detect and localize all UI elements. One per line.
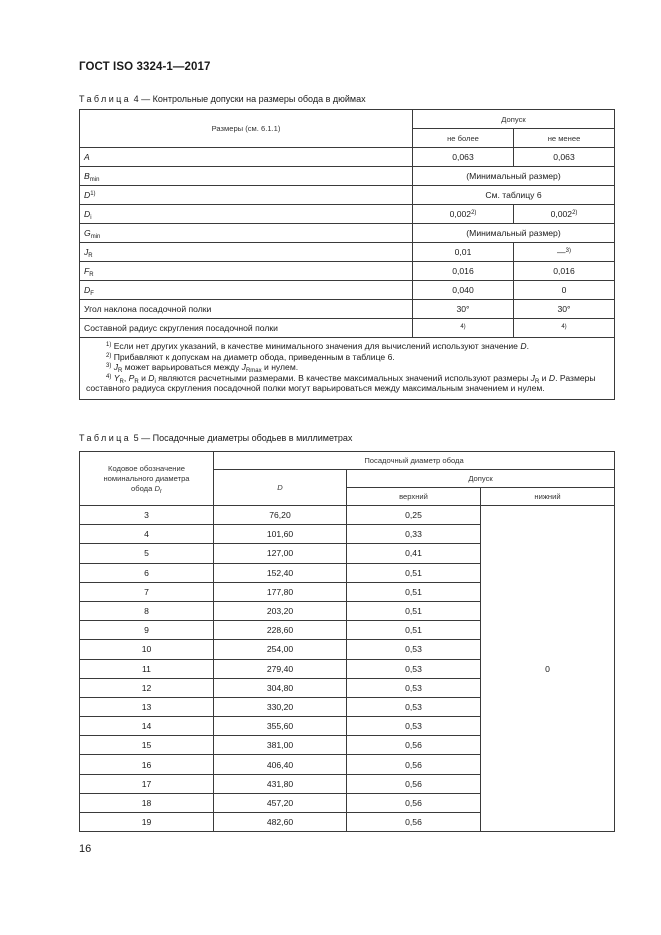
- table4-row-not-more: 0,016: [413, 262, 514, 281]
- table4-header-not-less: не менее: [514, 129, 615, 148]
- table5-row-upper: 0,41: [347, 544, 481, 563]
- table4-header-not-more: не более: [413, 129, 514, 148]
- table5-row-d: 101,60: [214, 525, 347, 544]
- table5-row-upper: 0,51: [347, 621, 481, 640]
- table5-header-d: D: [214, 470, 347, 506]
- table5-row-code: 13: [80, 697, 214, 716]
- table4-caption: [79, 94, 366, 104]
- table5-row-d: 76,20: [214, 506, 347, 525]
- table4-row-not-less: 0,002$^{2)}$: [514, 205, 615, 224]
- table5-row-upper: 0,56: [347, 755, 481, 774]
- table5-row-code: 6: [80, 563, 214, 582]
- table4-row-name: Составной радиус скругления посадочной полки: [80, 319, 413, 338]
- table-row: [80, 186, 615, 205]
- page-number: 16: [79, 843, 92, 855]
- table5-header-code: Кодовое обозначение номинального диаметра обода $D_r$: [80, 452, 214, 506]
- table4-row-not-less: 0,063: [514, 148, 615, 167]
- table4-row-not-less: 30°: [514, 300, 615, 319]
- table5-row-upper: 0,53: [347, 640, 481, 659]
- table5-row-upper: 0,53: [347, 717, 481, 736]
- table5-row-d: 304,80: [214, 678, 347, 697]
- table4-row-name: Угол наклона посадочной полки: [80, 300, 413, 319]
- table5-header-upper: верхний: [347, 488, 481, 506]
- table4-row-name: $G_{min}$: [80, 224, 413, 243]
- table4-caption-label: Таблица: [79, 94, 132, 104]
- table4-row-not-less: 0: [514, 281, 615, 300]
- table4-row-name: $D_F$: [80, 281, 413, 300]
- table4-row-span-value: (Минимальный размер): [413, 224, 615, 243]
- table5-row-upper: 0,56: [347, 793, 481, 812]
- table4-row-not-less: —$^{3)}$: [514, 243, 615, 262]
- table-row: [80, 243, 615, 262]
- table4-row-span-value: (Минимальный размер): [413, 167, 615, 186]
- table5-row-d: 279,40: [214, 659, 347, 678]
- table4-row-not-less: 4): [514, 319, 615, 338]
- table5-row-d: 203,20: [214, 601, 347, 620]
- table5-row-upper: 0,51: [347, 582, 481, 601]
- table-row: [80, 148, 615, 167]
- table5-row-d: 355,60: [214, 717, 347, 736]
- table5-row-code: 10: [80, 640, 214, 659]
- table5-caption: [79, 433, 352, 443]
- table5-caption-label: Таблица: [79, 433, 132, 443]
- table5-header-seat-diameter: Посадочный диаметр обода: [214, 452, 615, 470]
- table4-row-name: A: [80, 148, 413, 167]
- table5-header-tolerance: Допуск: [347, 470, 615, 488]
- table5-row-code: 18: [80, 793, 214, 812]
- table5-row-d: 330,20: [214, 697, 347, 716]
- table5-caption-title: — Посадочные диаметры ободьев в миллиметрах: [141, 433, 353, 443]
- table5-row-upper: 0,25: [347, 506, 481, 525]
- table4-row-not-less: 0,016: [514, 262, 615, 281]
- table4-note-1: $^{1)}$ Если нет других указаний, в качестве минимального значения для вычислений используют значение D.: [106, 341, 529, 351]
- table5-row-d: 254,00: [214, 640, 347, 659]
- table-row: [80, 300, 615, 319]
- table5-row-d: 177,80: [214, 582, 347, 601]
- table5-row-code: 15: [80, 736, 214, 755]
- table4-note-2: $^{2)}$ Прибавляют к допускам на диаметр обода, приведенным в таблице 6.: [106, 351, 395, 362]
- table5-row-d: 228,60: [214, 621, 347, 640]
- table-row: [80, 281, 615, 300]
- table5-row-upper: 0,56: [347, 813, 481, 832]
- table-row: [80, 205, 615, 224]
- table4-row-not-more: 30°: [413, 300, 514, 319]
- table4-notes: [80, 338, 615, 400]
- table5-row-code: 7: [80, 582, 214, 601]
- table4-row-not-more: 0,063: [413, 148, 514, 167]
- table5-row-d: 457,20: [214, 793, 347, 812]
- table4-row-span-value: См. таблицу 6: [413, 186, 615, 205]
- table5-row-upper: 0,53: [347, 659, 481, 678]
- table5-row-d: 381,00: [214, 736, 347, 755]
- table4-row-name: $B_{min}$: [80, 167, 413, 186]
- table5-row-d: 406,40: [214, 755, 347, 774]
- table-row: [80, 319, 615, 338]
- table-row: [80, 506, 615, 525]
- table4-row-name: $D^{1)}$: [80, 186, 413, 205]
- table5-row-code: 8: [80, 601, 214, 620]
- document-header: ГОСТ ISO 3324-1—2017: [79, 61, 211, 73]
- table5-row-upper: 0,53: [347, 697, 481, 716]
- table5-row-code: 19: [80, 813, 214, 832]
- table-row: [80, 262, 615, 281]
- table5-row-upper: 0,56: [347, 736, 481, 755]
- table5-row-upper: 0,53: [347, 678, 481, 697]
- table4-row-name: $F_R$: [80, 262, 413, 281]
- table4-header-dimensions: Размеры (см. 6.1.1): [80, 110, 413, 148]
- table4-note-3: $^{3)}$ $J_R$ может варьироваться между $J_{Rmax}$ и нулем.: [106, 362, 299, 375]
- table5-row-d: 482,60: [214, 813, 347, 832]
- table5-row-code: 4: [80, 525, 214, 544]
- table5-row-upper: 0,51: [347, 563, 481, 582]
- table4-row-name: $D_i$: [80, 205, 413, 224]
- table5-row-code: 3: [80, 506, 214, 525]
- table5-caption-number: 5: [133, 433, 139, 443]
- table4-header-tolerance: Допуск: [413, 110, 615, 129]
- table4: [79, 109, 615, 400]
- table-row: [80, 224, 615, 243]
- table-row: [80, 167, 615, 186]
- table4-row-not-more: 0,040: [413, 281, 514, 300]
- table4-row-not-more: 0,002$^{2)}$: [413, 205, 514, 224]
- table4-caption-title: — Контрольные допуски на размеры обода в дюймах: [141, 94, 366, 104]
- table5-lower-value: 0: [481, 506, 615, 832]
- table4-row-not-more: 4): [413, 319, 514, 338]
- table5-row-d: 152,40: [214, 563, 347, 582]
- table5-row-upper: 0,56: [347, 774, 481, 793]
- table4-row-name: $J_R$: [80, 243, 413, 262]
- table4-row-not-more: 0,01: [413, 243, 514, 262]
- table5-row-code: 5: [80, 544, 214, 563]
- table5-row-code: 16: [80, 755, 214, 774]
- table4-note-4: $^{4)}$ $Y_R$, $P_R$ и $D_i$ являются расчетными размерами. В качестве максимальных значений используют размеры $J_R$ и D. Размеры составного радиуса скругления посадочной полки могут варьироваться между максимальным значением и нулем.: [86, 372, 596, 394]
- table4-caption-number: 4: [133, 94, 139, 104]
- table5-row-code: 9: [80, 621, 214, 640]
- table5-row-code: 12: [80, 678, 214, 697]
- table5: [79, 451, 615, 832]
- table5-row-d: 127,00: [214, 544, 347, 563]
- table5-row-code: 17: [80, 774, 214, 793]
- table5-row-upper: 0,33: [347, 525, 481, 544]
- table5-row-code: 11: [80, 659, 214, 678]
- table5-row-upper: 0,51: [347, 601, 481, 620]
- table5-row-d: 431,80: [214, 774, 347, 793]
- table5-row-code: 14: [80, 717, 214, 736]
- table5-header-lower: нижний: [481, 488, 615, 506]
